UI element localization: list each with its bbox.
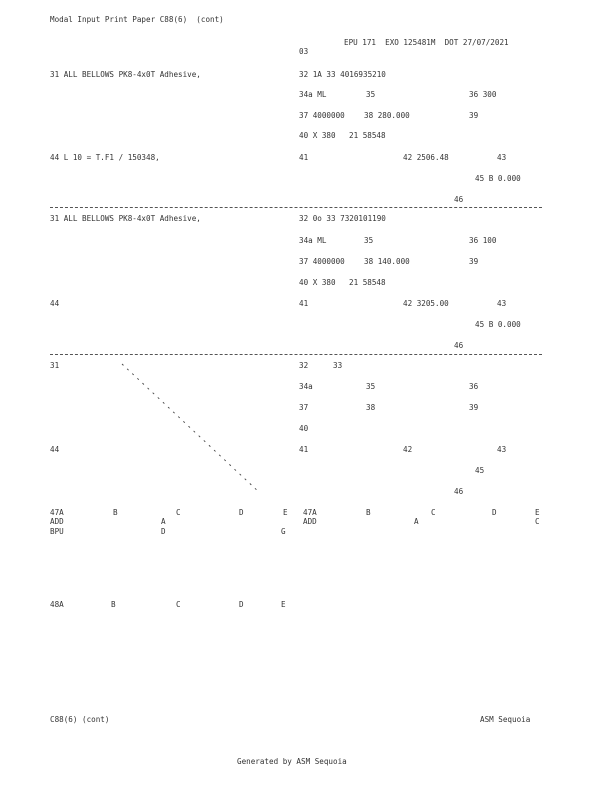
item1-field-40-ref: 21 58548 <box>349 131 386 140</box>
item3-field-40: 40 <box>299 424 309 433</box>
item1-commodity-code: 32 1A 33 4016935210 <box>299 70 386 79</box>
item1-field-37: 37 4000000 <box>299 111 345 120</box>
item3-field-42: 42 <box>403 445 413 454</box>
item1-field-35: 35 <box>366 90 376 99</box>
generated-by: Generated by ASM Sequoia <box>237 757 347 766</box>
form-title: Modal Input Print Paper C88(6) (cont) <box>50 15 224 24</box>
item1-field-44: 44 L 10 = T.F1 / 150348, <box>50 153 160 162</box>
section48-e: E <box>281 600 286 609</box>
item2-field-36: 36 100 <box>469 236 497 245</box>
section48-b: B <box>111 600 116 609</box>
totals-right-c: C <box>431 508 436 517</box>
item2-field-40: 40 X 380 <box>299 278 336 287</box>
item3-field-41: 41 <box>299 445 309 454</box>
totals-left-add: ADD <box>50 517 64 526</box>
item1-field-45: 45 B 0.000 <box>475 174 521 183</box>
item3-field-31: 31 <box>50 361 60 370</box>
totals-left-c: C <box>176 508 181 517</box>
item3-field-32: 32 <box>299 361 309 370</box>
totals-left-add-a: A <box>161 517 166 526</box>
item3-field-43: 43 <box>497 445 507 454</box>
item3-field-34a: 34a <box>299 382 313 391</box>
item1-field-34a: 34a ML <box>299 90 327 99</box>
totals-left-e: E <box>283 508 288 517</box>
item1-field-39: 39 <box>469 111 479 120</box>
item2-field-46: 46 <box>454 341 464 350</box>
item2-field-39: 39 <box>469 257 479 266</box>
totals-right-add-a: A <box>414 517 419 526</box>
item3-field-39: 39 <box>469 403 479 412</box>
totals-right-d: D <box>492 508 497 517</box>
item3-field-45: 45 <box>475 466 485 475</box>
totals-left-bpu-g: G <box>281 527 286 536</box>
totals-right-add: ADD <box>303 517 317 526</box>
item2-field-40-ref: 21 58548 <box>349 278 386 287</box>
item1-field-38: 38 280.000 <box>364 111 410 120</box>
item2-field-35: 35 <box>364 236 374 245</box>
totals-right-b: B <box>366 508 371 517</box>
totals-left-47a: 47A <box>50 508 64 517</box>
section48-d: D <box>239 600 244 609</box>
item2-field-45: 45 B 0.000 <box>475 320 521 329</box>
item2-field-43: 43 <box>497 299 507 308</box>
footer-vendor: ASM Sequoia <box>480 715 531 724</box>
item1-description: 31 ALL BELLOWS PK8-4x0T Adhesive, <box>50 70 201 79</box>
totals-right-e: E <box>535 508 540 517</box>
totals-right-47a: 47A <box>303 508 317 517</box>
item2-field-38: 38 140.000 <box>364 257 410 266</box>
footer-form-id: C88(6) (cont) <box>50 715 110 724</box>
item1-field-41: 41 <box>299 153 309 162</box>
item2-field-44: 44 <box>50 299 60 308</box>
totals-left-bpu: BPU <box>50 527 64 536</box>
item2-field-41: 41 <box>299 299 309 308</box>
item3-field-36: 36 <box>469 382 479 391</box>
item1-field-40: 40 X 380 <box>299 131 336 140</box>
totals-left-bpu-d: D <box>161 527 166 536</box>
section48-a: 48A <box>50 600 64 609</box>
item3-field-35: 35 <box>366 382 376 391</box>
field-03: 03 <box>299 47 309 56</box>
totals-right-add-c: C <box>535 517 540 526</box>
item1-field-36: 36 300 <box>469 90 497 99</box>
item3-field-37: 37 <box>299 403 309 412</box>
item3-field-38: 38 <box>366 403 376 412</box>
item2-field-42: 42 3205.00 <box>403 299 449 308</box>
reference-line: EPU 171 EXO 125481M DOT 27/07/2021 <box>344 38 509 47</box>
totals-left-d: D <box>239 508 244 517</box>
section48-c: C <box>176 600 181 609</box>
item2-field-37: 37 4000000 <box>299 257 345 266</box>
item3-field-33: 33 <box>333 361 343 370</box>
item1-field-46: 46 <box>454 195 464 204</box>
item2-description: 31 ALL BELLOWS PK8-4x0T Adhesive, <box>50 214 201 223</box>
totals-left-b: B <box>113 508 118 517</box>
item2-field-34a: 34a ML <box>299 236 327 245</box>
item2-commodity-code: 32 0o 33 7320101190 <box>299 214 386 223</box>
item1-field-42: 42 2506.48 <box>403 153 449 162</box>
item1-field-43: 43 <box>497 153 507 162</box>
item3-field-46: 46 <box>454 487 464 496</box>
item3-field-44: 44 <box>50 445 60 454</box>
